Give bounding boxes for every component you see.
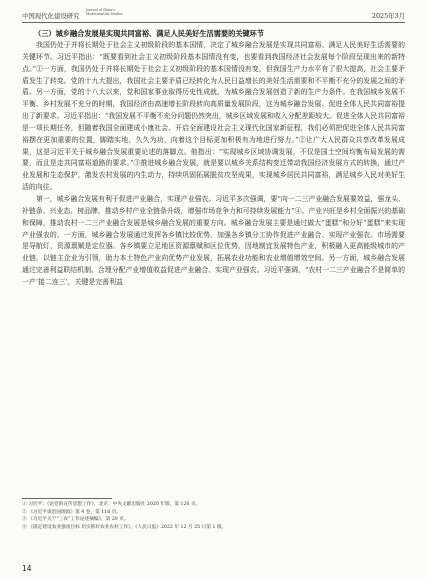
journal-title-en: Journal of China's Modernization Studies <box>86 8 123 16</box>
footnotes <box>22 501 405 531</box>
running-header <box>22 9 405 23</box>
footnote-marker: ③ <box>22 517 27 523</box>
footnote-text: 《习近平谈治国理政》第 4 卷，第 116 页。 <box>28 509 122 515</box>
article-body <box>22 27 405 289</box>
header-divider <box>22 22 405 23</box>
footnote <box>22 516 405 524</box>
issue-date: 2025年3月 <box>371 12 405 20</box>
footnote-text: 习近平：《论党的宣传思想工作》，北京：中央文献出版社 2020 年版，第 126 页。 <box>28 502 201 507</box>
page-number: 14 <box>22 564 32 573</box>
journal-title: 中国现代化建设研究 <box>22 12 80 20</box>
footnote-marker: ① <box>22 502 27 507</box>
footnote <box>22 501 405 509</box>
paragraph: 我国仍处于并将长期处于社会主义初级阶段的基本国情，决定了城乡融合发展是实现共同富裕、满足人民美好生活需要的关键环节。习近平指出：“既要看到社会主义初级阶段基本国情没有变，也要看到我国经济社会发展每个阶段呈现出来的新特点。”①一方面，我国仍处于并将长期处于社会主义初级阶段的基本国情没有变，但我国生产力水平有了很大提高，社会主要矛盾发生了转变。党的十九大提出，我国社会主要矛盾已经转化为人民日益增长的美好生活需要和不平衡不充分的发展之间的矛盾。另一方面，党的十八大以来，党和国家事业取得历史性成就，为城乡融合发展创造了新的生产力条件。在我国城乡发展不平衡、乡村发展不充分的时期，我国经济由高速增长阶段转向高质量发展阶段，这为城乡融合发展、促进全体人民共同富裕提出了新要求。习近平指出：“我国发展不平衡不充分问题仍然突出，城乡区域发展和收入分配差距较大。促进全体人民共同富裕是一项长期任务，但随着我国全面建成小康社会、开启全面建设社会主义现代化国家新征程，我们必须把促进全体人民共同富裕摆在更加重要的位置，脚踏实地、久久为功，向着这个目标更加积极有为地进行努力。”②让广大人民群众共享改革发展成果，这是习近平关于城乡融合发展重要论述的落脚点。他指出：“实现城乡区域协调发展，不仅是国土空间均衡布局发展的需要，而且是走共同富裕道路的要求。”③推进城乡融合发展，就是要以城乡关系结构变迁带动我国经济发展方式的转换，通过产业发展和生态保护，激发农村发展的内生动力，持续巩固拓展脱贫攻坚成果，实现城乡居民共同富裕，满足城乡人民对美好生活的向往。 <box>22 41 405 192</box>
footnote-text: 《习近平关于“三农”工作论述摘编》，第 29 页。 <box>28 517 129 523</box>
footnote <box>22 509 405 517</box>
footnote-marker: ② <box>22 509 27 515</box>
footnote-text: 《锚定建设农业强国目标 切实抓好农业农村工作》，《人民日报》2022 年 12 月 25 日第 1 版。 <box>28 524 227 530</box>
paragraph: 第一，城乡融合发展有利于促进产业融合，实现产业强农。习近平多次强调，要“向一二三产业融合发展要效益，强龙头、补链条、兴业态、树品牌，推动乡村产业全链条升级，增强市场竞争力和可持续发展能力”④。产业兴旺是乡村全面振兴的基础和保障，推动农村一二三产业融合发展是城乡融合发展的重要方向。城乡融合发展主要是通过做大“蛋糕”和分好“蛋糕”来实现产业强农的。一方面，城乡融合发展通过发挥各乡镇比较优势、加强各乡镇分工协作促进产业融合、实现产业强农。市场需要是导航灯，资源禀赋是定位器。各乡镇要立足地区资源禀赋和区位优势，因地制宜发展特色产业，积极融入更高能级城市的产业链，以链主企业为引领，助力本土特色产业向优势产业发展，拓展农业功能和农业增值增效空间。另一方面，城乡融合发展通过完善利益联结机制、合理分配产业增值收益促进产业融合、实现产业强农。习近平强调，“农村一二三产业融合不是简单的一产‘接二连三’，关键是完善利益 <box>22 194 405 286</box>
footnote-divider <box>22 498 112 499</box>
footnote <box>22 524 405 532</box>
footnote-marker: ④ <box>22 524 27 530</box>
section-heading: （三）城乡融合发展是实现共同富裕、满足人民美好生活需要的关键环节 <box>34 29 265 38</box>
